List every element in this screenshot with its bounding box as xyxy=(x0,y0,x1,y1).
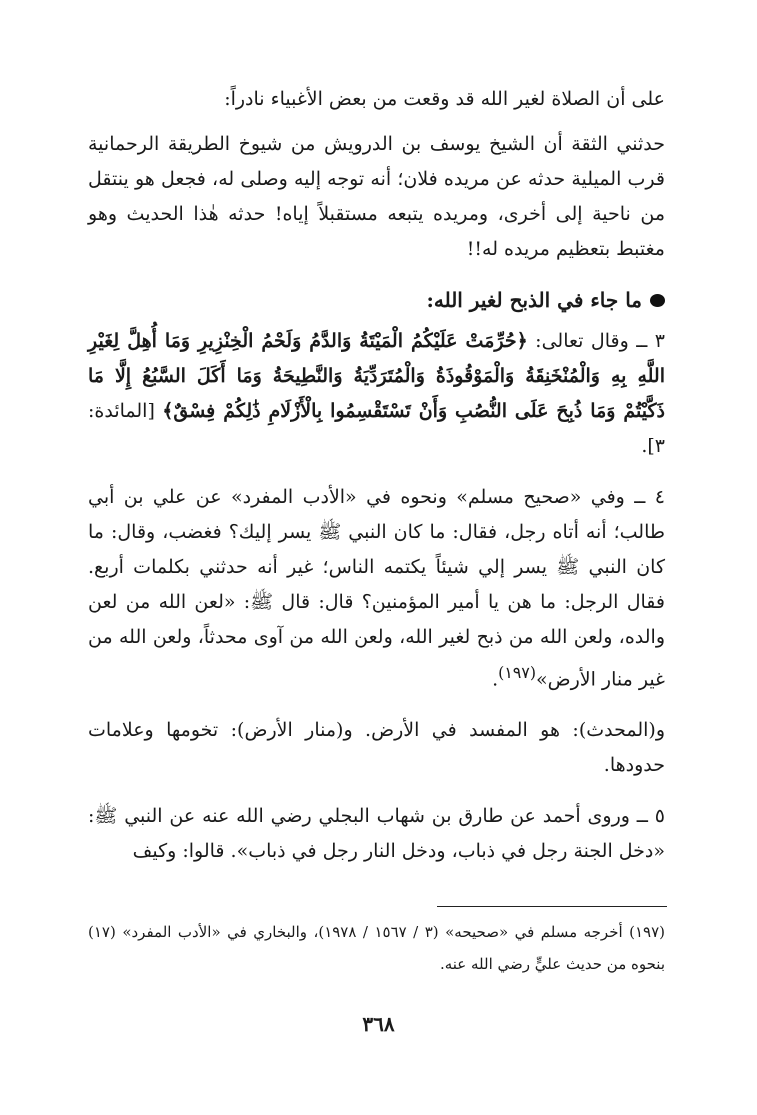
paragraph-hadith-ali xyxy=(88,480,665,697)
main-text xyxy=(88,82,665,885)
hadith-ali-text: ٤ ــ وفي «صحيح مسلم» ونحوه في «الأدب المفرد» عن علي بن أبي طالب؛ أنه أتاه رجل، فقال: ما كان النبي ﷺ يسر إليك؟ فغضب، وقال: ما كان النبي ﷺ يسر إلي شيئاً يكتمه الناس؛ غير أنه حدثني بكلمات أربع. فقال الرجل: ما هن يا أمير المؤمنين؟ قال: قال ﷺ: «لعن الله من لعن والده، ولعن الله من ذبح لغير الله، ولعن الله من آوى محدثاً، ولعن الله من غير منار الأرض» xyxy=(88,486,665,691)
quran-verse: ﴿حُرِّمَتْ عَلَيْكُمُ الْمَيْتَةُ وَالدَّمُ وَلَحْمُ الْخِنْزِيرِ وَمَا أُهِلَّ لِغَيْرِ اللَّهِ بِهِ وَالْمُنْخَنِقَةُ وَالْمَوْقُوذَةُ وَالْمُتَرَدِّيَةُ وَالنَّطِيحَةُ وَمَا أَكَلَ السَّبُعُ إِلَّا مَا ذَكَّيْتُمْ وَمَا ذُبِحَ عَلَى النُّصُبِ وَأَنْ تَسْتَقْسِمُوا بِالْأَزْلَامِ ذَٰلِكُمْ فِسْقٌ﴾ xyxy=(88,330,665,422)
bullet-icon xyxy=(650,294,665,307)
footnote-marker: (١٩٧) xyxy=(498,663,536,682)
page-number: ٣٦٨ xyxy=(362,1012,395,1036)
footnotes xyxy=(88,916,665,980)
verse-reference: [المائدة: ٣]. xyxy=(88,400,665,457)
paragraph-definitions: و(المحدث): هو المفسد في الأرض. و(منار الأرض): تخومها وعلامات حدودها. xyxy=(88,719,665,777)
paragraph-intro: على أن الصلاة لغير الله قد وقعت من بعض الأغبياء نادراً: xyxy=(224,88,665,110)
section-heading-text: ما جاء في الذبح لغير الله: xyxy=(426,288,642,312)
hadith-ali-end: . xyxy=(492,668,499,691)
verse-intro: ٣ ــ وقال تعالى: xyxy=(527,330,665,352)
section-heading xyxy=(88,283,665,318)
footnote-197: (١٩٧) أخرجه مسلم في «صحيحه» (٣ / ١٥٦٧ / ١٩٧٨)، والبخاري في «الأدب المفرد» (١٧) بنحوه من حديث عليٍّ رضي الله عنه. xyxy=(88,923,666,973)
paragraph-hadith-tariq: ٥ ــ وروى أحمد عن طارق بن شهاب البجلي رضي الله عنه عن النبي ﷺ: «دخل الجنة رجل في ذباب، ودخل النار رجل في ذباب». قالوا: وكيف xyxy=(88,805,665,863)
paragraph-verse xyxy=(88,324,665,464)
paragraph-story: حدثني الثقة أن الشيخ يوسف بن الدرويش من شيوخ الطريقة الرحمانية قرب الميلية حدثه عن مريده فلان؛ أنه توجه إليه وصلى له، فجعل هو ينتقل من ناحية إلى أخرى، ومريده يتبعه مستقبلاً إياه! حدثه هٰذا الحديث وهو مغتبط بتعظيم مريده له!! xyxy=(88,133,665,260)
footnote-divider xyxy=(437,906,667,907)
